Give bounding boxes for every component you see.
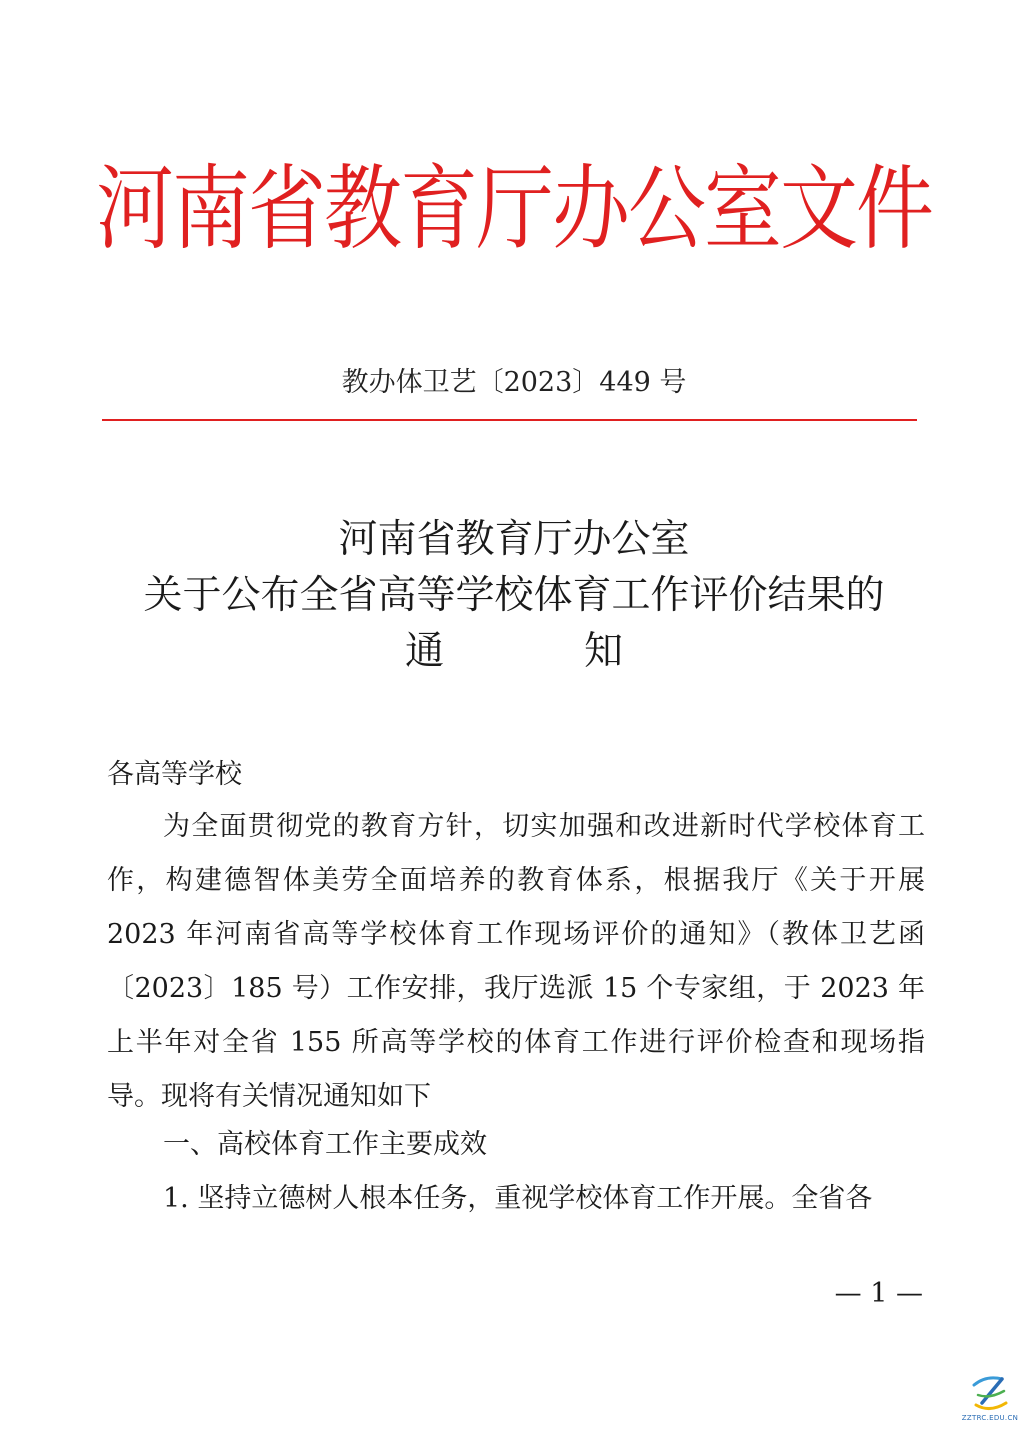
body-paragraph-1: 为全面贯彻党的教育方针，切实加强和改进新时代学校体育工作，构建德智体美劳全面培养的教育体系，根据我厅《关于开展 2023 年河南省高等学校体育工作现场评价的通知》（教体卫艺函〔2023〕185 号）工作安排，我厅选派 15 个专家组，于 2023 年上半年对全省 155 所高等学校的体育工作进行评价检查和现场指导。现将有关情况通知如下: [107, 811, 925, 1112]
title-line-3: [0, 624, 1028, 680]
red-divider: [102, 419, 917, 421]
watermark-logo-icon: [968, 1373, 1012, 1413]
title-char-right: 知: [584, 629, 624, 674]
title-line-2: 关于公布全省高等学校体育工作评价结果的: [143, 573, 885, 618]
watermark-text: ZZTRC.EDU.CN: [961, 1414, 1019, 1422]
document-number: 教办体卫艺〔2023〕449 号: [341, 367, 687, 398]
masthead-title: 河南省教育厅办公室文件: [95, 156, 932, 264]
title-line-1: 河南省教育厅办公室: [338, 517, 690, 562]
body-paragraph-2: 1. 坚持立德树人根本任务，重视学校体育工作开展。全省各: [163, 1183, 873, 1214]
title-char-left: 通: [404, 629, 444, 674]
notice-title: [0, 512, 1028, 680]
section-heading-1: 一、高校体育工作主要成效: [163, 1129, 487, 1160]
watermark: [960, 1373, 1020, 1422]
salutation: 各高等学校: [107, 759, 242, 790]
page-number: — 1 —: [834, 1278, 923, 1309]
